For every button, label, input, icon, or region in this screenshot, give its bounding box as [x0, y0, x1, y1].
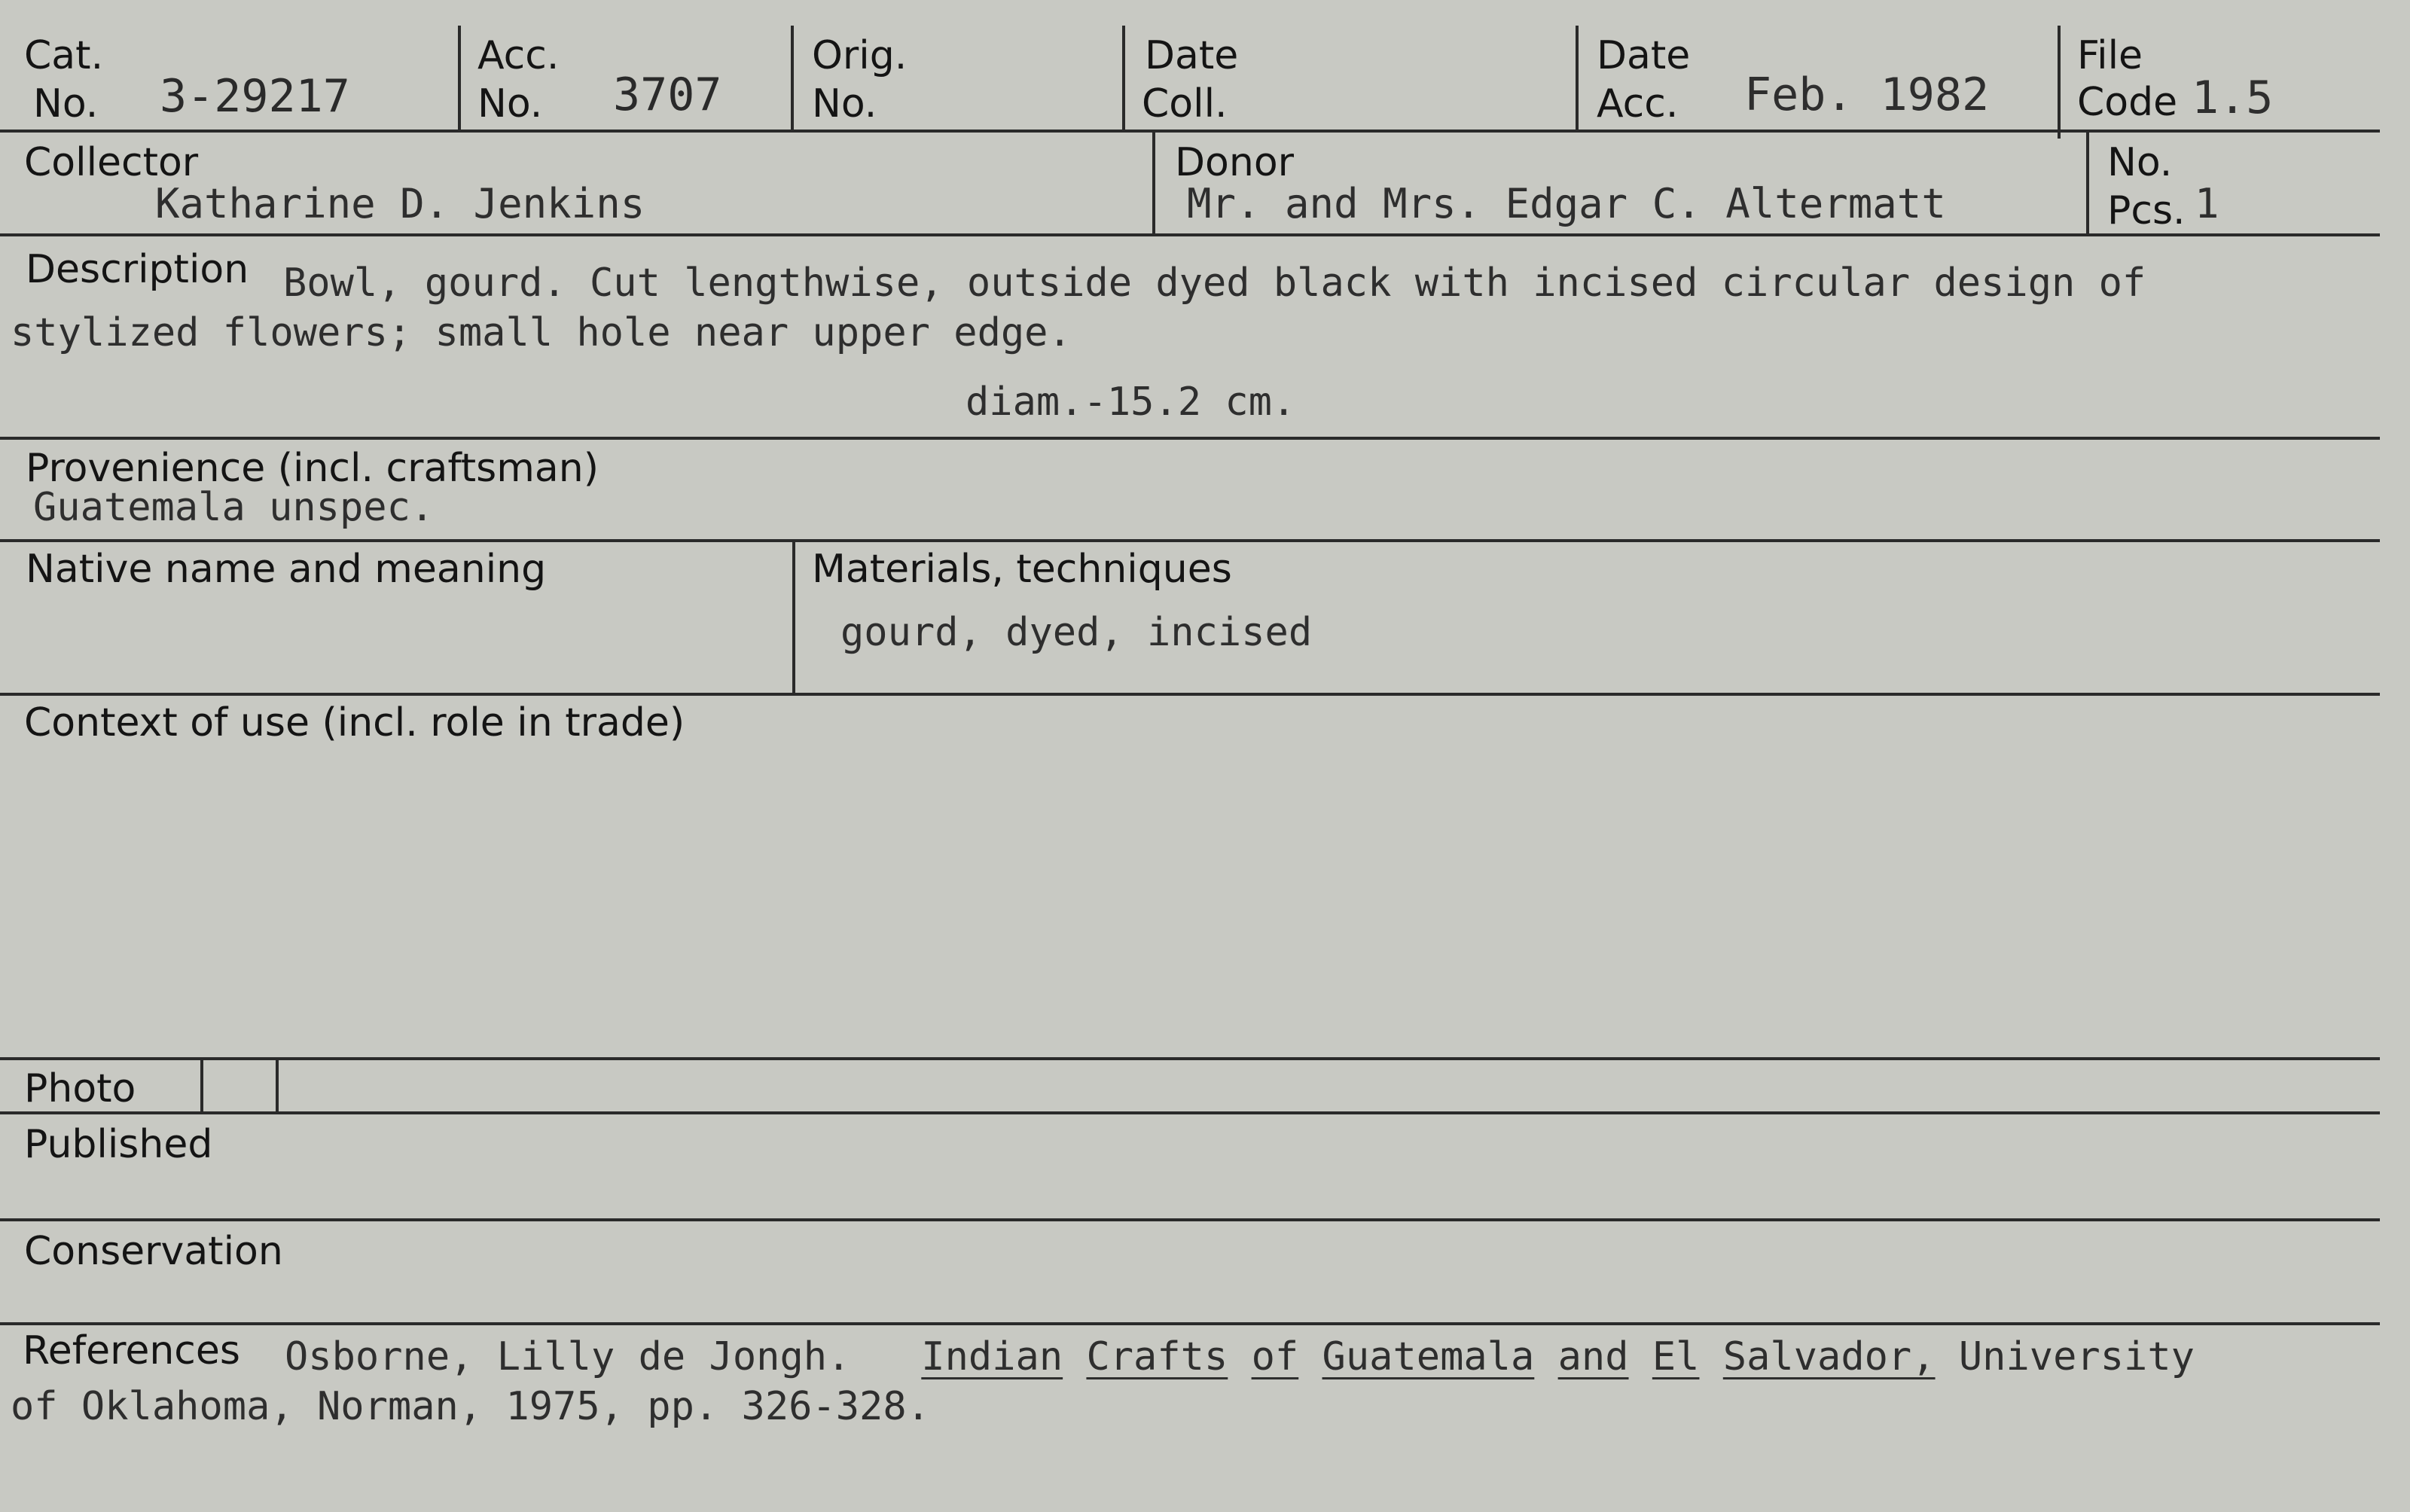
- provenience-label: Provenience (incl. craftsman): [26, 446, 599, 491]
- references-label: References: [23, 1328, 240, 1373]
- date-coll-label-line1: Date: [1145, 33, 1239, 78]
- rule-conservation-bottom: [0, 1322, 2380, 1325]
- date-acc-label-line1: Date: [1597, 33, 1691, 78]
- rule-context-bottom: [0, 1057, 2380, 1060]
- rule-v-photo-box-right: [276, 1057, 279, 1113]
- donor-label: Donor: [1175, 140, 1295, 185]
- rule-collector-bottom: [0, 233, 2380, 236]
- date-coll-label-line2: Coll.: [1142, 81, 1228, 127]
- donor-value: Mr. and Mrs. Edgar C. Altermatt: [1187, 180, 1946, 227]
- rule-provenience-bottom: [0, 539, 2380, 542]
- description-line1: Bowl, gourd. Cut lengthwise, outside dyed black with incised circular design of: [283, 261, 2146, 306]
- pieces-label-line2: Pcs.: [2107, 188, 2186, 233]
- photo-label: Photo: [24, 1066, 136, 1111]
- rule-v-native-materials: [792, 539, 795, 694]
- cat-label-line1: Cat.: [24, 33, 104, 78]
- collector-label: Collector: [24, 140, 199, 185]
- context-label: Context of use (incl. role in trade): [24, 700, 685, 745]
- pieces-value: 1: [2195, 180, 2219, 227]
- references-title-word: Crafts: [1086, 1334, 1228, 1379]
- cat-label-line2: No.: [33, 81, 99, 127]
- acc-label-line2: No.: [477, 81, 543, 127]
- collector-value: Katharine D. Jenkins: [155, 180, 645, 227]
- description-label: Description: [26, 247, 249, 292]
- references-title-word: of: [1251, 1334, 1299, 1379]
- native-name-label: Native name and meaning: [26, 547, 547, 592]
- description-line2: stylized flowers; small hole near upper edge.: [11, 310, 1072, 355]
- rule-v-orig-datecoll: [1122, 26, 1125, 131]
- references-author: Osborne, Lilly de Jongh.: [285, 1334, 851, 1379]
- references-title-word: Indian: [921, 1334, 1063, 1379]
- cat-number: 3-29217: [160, 70, 350, 123]
- rule-v-datecoll-dateacc: [1576, 26, 1579, 131]
- rule-materials-bottom: [0, 693, 2380, 696]
- references-title-word: El: [1652, 1334, 1700, 1379]
- rule-description-bottom: [0, 437, 2380, 440]
- references-line1-tail: University: [1958, 1334, 2195, 1379]
- rule-v-photo-box-left: [200, 1057, 203, 1113]
- materials-label: Materials, techniques: [812, 547, 1232, 592]
- orig-label-line1: Orig.: [812, 33, 908, 78]
- references-title-word: Guatemala: [1322, 1334, 1535, 1379]
- date-acc-value: Feb. 1982: [1744, 69, 1990, 121]
- pieces-label-line1: No.: [2107, 140, 2173, 185]
- rule-v-donor-pcs: [2086, 130, 2089, 235]
- rule-v-cat-acc: [458, 26, 461, 131]
- provenience-value: Guatemala unspec.: [33, 485, 435, 530]
- rule-header-bottom: [0, 130, 2380, 133]
- orig-label-line2: No.: [812, 81, 877, 127]
- description-line3: diam.-15.2 cm.: [966, 380, 1296, 425]
- published-label: Published: [24, 1122, 213, 1167]
- acc-number: 3707: [613, 69, 722, 121]
- references-line1: [285, 1334, 2195, 1379]
- rule-v-collector-donor: [1152, 130, 1155, 235]
- file-label-line1: File: [2077, 33, 2143, 78]
- date-acc-label-line2: Acc.: [1597, 81, 1679, 127]
- rule-v-dateacc-file: [2058, 26, 2061, 139]
- file-label-line2: Code: [2077, 80, 2178, 125]
- acc-label-line1: Acc.: [477, 33, 560, 78]
- references-title-word: Salvador,: [1722, 1334, 1936, 1379]
- rule-photo-bottom: [0, 1111, 2380, 1114]
- rule-v-acc-orig: [791, 26, 794, 131]
- references-line2: of Oklahoma, Norman, 1975, pp. 326-328.: [11, 1384, 930, 1429]
- materials-value: gourd, dyed, incised: [840, 610, 1313, 655]
- rule-published-bottom: [0, 1218, 2380, 1221]
- conservation-label: Conservation: [24, 1229, 283, 1274]
- file-code-value: 1.5: [2192, 72, 2274, 124]
- references-title-word: and: [1557, 1334, 1629, 1379]
